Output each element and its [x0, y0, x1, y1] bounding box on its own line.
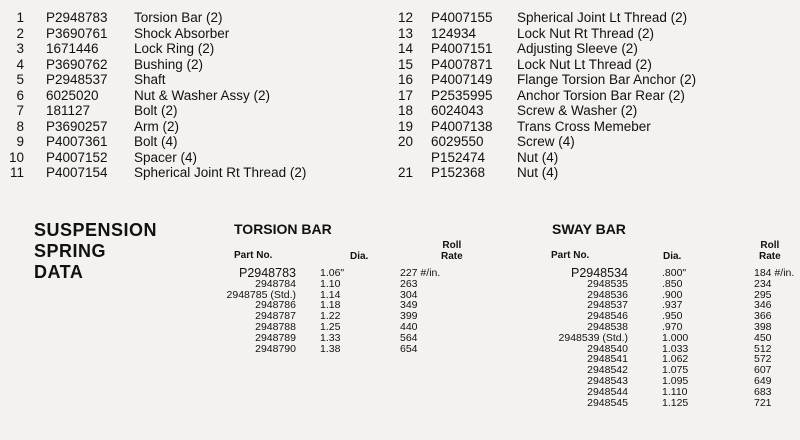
section-title: [34, 220, 157, 283]
part-description: Bolt (4): [134, 134, 178, 149]
sway-part-number: 2948544: [587, 385, 628, 398]
part-description: Bushing (2): [134, 56, 204, 72]
part-item-number: 9: [16, 134, 24, 149]
torsion-roll-rate: 263: [400, 277, 418, 290]
part-number: P4007871: [431, 56, 493, 72]
part-description: Screw & Washer (2): [517, 103, 638, 118]
part-description: Lock Nut Rt Thread (2): [517, 25, 655, 41]
sway-diameter: .900: [662, 288, 683, 301]
torsion-part-number: 2948790: [255, 342, 296, 355]
part-description: Arm (2): [134, 118, 179, 134]
sway-header-rate: [759, 240, 781, 262]
torsion-roll-rate: 564: [400, 331, 418, 344]
torsion-diameter: 1.06": [320, 267, 345, 279]
part-item-number: 8: [16, 118, 24, 134]
sway-part-number: 2948536: [587, 288, 628, 301]
part-description: Lock Nut Lt Thread (2): [517, 56, 652, 72]
section-title-line: SUSPENSION: [34, 220, 158, 240]
part-item-number: 6: [16, 87, 24, 103]
torsion-header-rate: [441, 240, 463, 262]
part-item-number: 16: [397, 72, 413, 87]
part-number: 124934: [431, 25, 477, 41]
part-number: 6024043: [431, 103, 484, 118]
part-description: Nut (4): [517, 165, 559, 180]
sway-header-rate-line2: Rate: [759, 251, 781, 262]
torsion-roll-rate: 304: [400, 288, 418, 301]
torsion-roll-rate: 399: [400, 310, 418, 323]
torsion-header-part: Part No.: [234, 250, 273, 261]
sway-bar-title: SWAY BAR: [552, 221, 626, 237]
sway-part-number: 2948535: [587, 277, 628, 290]
part-description: Bolt (2): [134, 103, 178, 118]
part-item-number: 7: [16, 103, 24, 118]
part-item-number: 15: [397, 56, 413, 72]
part-description: Adjusting Sleeve (2): [517, 41, 638, 56]
sway-roll-rate: 346: [754, 299, 772, 312]
sway-header-part: Part No.: [551, 250, 590, 261]
part-item-number: 1: [16, 10, 24, 25]
sway-part-number: 2948546: [587, 310, 628, 323]
part-description: Nut (4): [517, 149, 559, 165]
torsion-diameter: 1.10: [320, 277, 341, 290]
sway-header-dia: Dia.: [663, 251, 682, 262]
torsion-diameter: 1.18: [320, 299, 341, 312]
sway-header-rate-line1: Roll: [760, 240, 780, 251]
torsion-part-number: 2948788: [255, 320, 296, 333]
part-number: P2535995: [431, 87, 493, 103]
part-number: P3690762: [46, 56, 108, 72]
part-item-number: 4: [16, 56, 24, 72]
part-item-number: 18: [397, 103, 413, 118]
sway-roll-rate: 649: [754, 374, 772, 387]
torsion-roll-rate: 654: [400, 342, 418, 355]
part-number: P2948783: [46, 10, 108, 25]
sway-roll-rate: 721: [754, 396, 772, 409]
sway-roll-rate: 234: [754, 277, 772, 290]
part-number: 6025020: [46, 87, 99, 103]
sway-diameter: .937: [662, 299, 683, 312]
torsion-part-number: 2948789: [255, 331, 296, 344]
sway-diameter: 1.110: [662, 385, 688, 398]
torsion-roll-rate: 440: [400, 320, 418, 333]
part-number: P4007151: [431, 41, 493, 56]
sway-roll-rate: 295: [754, 288, 772, 301]
part-description: Trans Cross Memeber: [517, 118, 651, 134]
sway-part-number: P2948534: [570, 266, 628, 280]
part-description: Shock Absorber: [134, 25, 230, 41]
sway-diameter: 1.033: [662, 342, 689, 355]
part-number: P4007152: [46, 149, 108, 165]
torsion-part-number: 2948787: [255, 310, 296, 323]
part-description: Nut & Washer Assy (2): [134, 87, 271, 103]
part-number: P3690257: [46, 118, 108, 134]
sway-roll-rate: 366: [754, 310, 772, 323]
part-item-number: 21: [397, 165, 413, 180]
sway-roll-rate: 450: [754, 331, 772, 344]
torsion-diameter: 1.38: [320, 342, 341, 355]
sway-part-number: 2948537: [587, 299, 628, 312]
part-number: P4007155: [431, 10, 493, 25]
part-item-number: 19: [397, 118, 413, 134]
sway-roll-rate: 683: [754, 385, 772, 398]
part-description: Spherical Joint Lt Thread (2): [517, 10, 688, 25]
sway-diameter: 1.000: [662, 331, 689, 344]
torsion-part-number: P2948783: [238, 266, 296, 280]
sway-part-number: 2948538: [587, 320, 628, 333]
part-item-number: 11: [9, 165, 24, 180]
part-item-number: 3: [16, 41, 24, 56]
part-number: P4007138: [431, 118, 493, 134]
torsion-part-number: 2948785 (Std.): [226, 288, 296, 301]
part-number: 6029550: [431, 134, 484, 149]
part-number: P4007361: [46, 134, 108, 149]
torsion-diameter: 1.14: [320, 288, 341, 301]
torsion-header-rate-line2: Rate: [441, 251, 463, 262]
part-number: P152368: [431, 165, 486, 180]
part-item-number: 2: [16, 25, 24, 41]
sway-part-number: 2948541: [587, 353, 628, 366]
sway-diameter: 1.125: [662, 396, 689, 409]
sway-roll-rate: 184 #/in.: [754, 267, 795, 279]
part-number: P3690761: [46, 25, 108, 41]
sway-roll-rate: 572: [754, 353, 772, 366]
torsion-header-dia: Dia.: [350, 251, 369, 262]
section-title-line: DATA: [34, 262, 84, 282]
torsion-roll-rate: 227 #/in.: [400, 267, 441, 279]
part-description: Lock Ring (2): [134, 41, 215, 56]
sway-roll-rate: 607: [754, 364, 772, 377]
part-item-number: 12: [397, 10, 413, 25]
part-item-number: 17: [397, 87, 413, 103]
torsion-diameter: 1.22: [320, 310, 341, 323]
sway-part-number: 2948545: [587, 396, 628, 409]
sway-diameter: 1.075: [662, 364, 689, 377]
section-title-line: SPRING: [34, 241, 107, 261]
part-description: Screw (4): [517, 134, 575, 149]
torsion-part-number: 2948784: [255, 277, 296, 290]
part-description: Flange Torsion Bar Anchor (2): [517, 72, 697, 87]
sway-diameter: 1.062: [662, 353, 689, 366]
part-number: 1671446: [46, 41, 99, 56]
sway-part-number: 2948542: [587, 364, 628, 377]
torsion-roll-rate: 349: [400, 299, 418, 312]
torsion-part-number: 2948786: [255, 299, 296, 312]
part-number: P2948537: [46, 72, 108, 87]
part-description: Torsion Bar (2): [134, 10, 223, 25]
part-item-number: 20: [397, 134, 413, 149]
sway-diameter: .970: [662, 320, 683, 333]
sway-part-number: 2948540: [587, 342, 628, 355]
sway-part-number: 2948539 (Std.): [558, 331, 628, 344]
sway-diameter: .950: [662, 310, 683, 323]
part-item-number: 10: [8, 149, 24, 165]
sway-diameter: .800": [662, 267, 687, 279]
part-number: 181127: [46, 103, 91, 118]
part-description: Spherical Joint Rt Thread (2): [134, 165, 307, 180]
part-description: Anchor Torsion Bar Rear (2): [517, 87, 685, 103]
part-number: P4007149: [431, 72, 493, 87]
sway-diameter: 1.095: [662, 374, 689, 387]
sway-roll-rate: 398: [754, 320, 772, 333]
part-item-number: 13: [397, 25, 413, 41]
sway-part-number: 2948543: [587, 374, 628, 387]
part-description: Shaft: [134, 72, 166, 87]
part-item-number: 14: [397, 41, 413, 56]
torsion-bar-title: TORSION BAR: [234, 221, 332, 237]
torsion-diameter: 1.25: [320, 320, 341, 333]
part-item-number: 5: [16, 72, 24, 87]
sway-roll-rate: 512: [754, 342, 772, 355]
torsion-diameter: 1.33: [320, 331, 341, 344]
sway-diameter: .850: [662, 277, 683, 290]
torsion-header-rate-line1: Roll: [442, 240, 462, 251]
part-description: Spacer (4): [134, 149, 198, 165]
part-number: P152474: [431, 149, 486, 165]
part-number: P4007154: [46, 165, 108, 180]
